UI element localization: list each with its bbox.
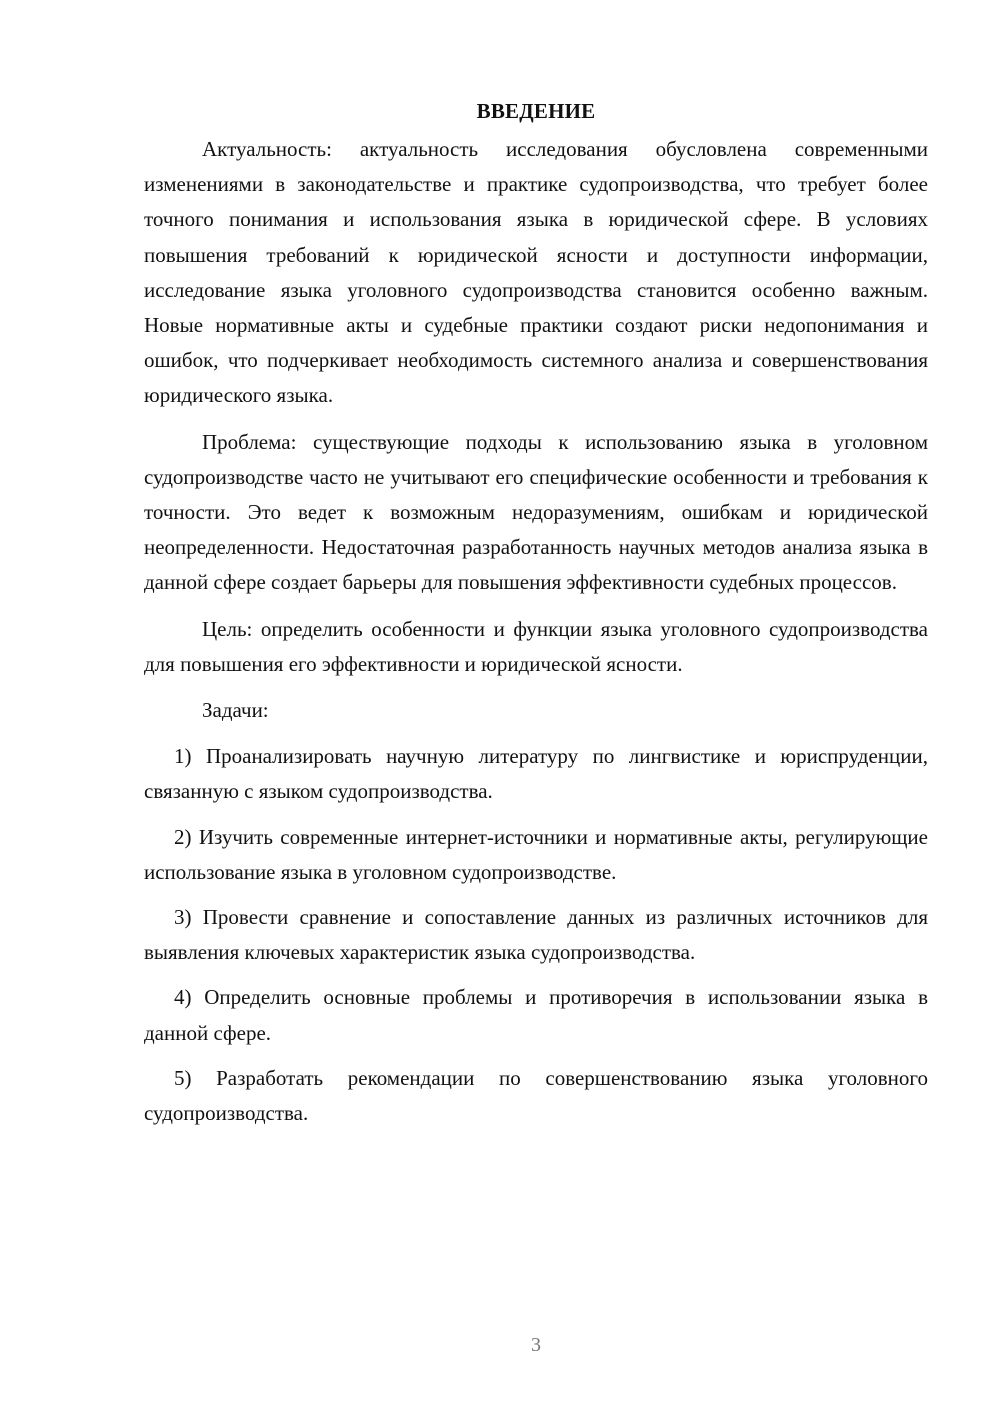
page-content bbox=[144, 96, 928, 1141]
task-item-4: 4) Определить основные проблемы и противоречия в использовании языка в данной сфере. bbox=[144, 985, 928, 1045]
tasks-heading: Задачи: bbox=[202, 698, 269, 723]
task-item-2: 2) Изучить современные интернет-источники и нормативные акты, регулирующие использование языка в уголовном судопроизводстве. bbox=[144, 824, 928, 884]
paragraph-goal: Цель: определить особенности и функции языка уголовного судопроизводства для повышения его эффективности и юридической ясности. bbox=[144, 616, 928, 676]
paragraph-problem: Проблема: существующие подходы к использованию языка в уголовном судопроизводстве часто не учитывают его специфические особенности и требования к точности. Это ведет к возможным недоразумениям, ошибкам и юридической неопределенности. Недостаточная разработанность научных методов анализа языка в данной сфере создает барьеры для повышения эффективности судебных процессов. bbox=[144, 429, 928, 595]
document-title: ВВЕДЕНИЕ bbox=[476, 99, 596, 123]
task-item-3: 3) Провести сравнение и сопоставление данных из различных источников для выявления ключевых характеристик языка судопроизводства. bbox=[144, 905, 928, 965]
task-item-5: 5) Разработать рекомендации по совершенствованию языка уголовного судопроизводства. bbox=[144, 1065, 928, 1126]
page-number: 3 bbox=[531, 1334, 541, 1356]
task-list bbox=[144, 739, 928, 1131]
paragraph-relevance: Актуальность: актуальность исследования обусловлена современными изменениями в законодательстве и практике судопроизводства, что требует более точного понимания и использования языка в юридической сфере. В условиях повышения требований к юридической ясности и доступности информации, исследование языка уголовного судопроизводства становится особенно важным. Новые нормативные акты и судебные практики создают риски недопонимания и ошибок, что подчеркивает необходимость системного анализа и совершенствования юридического языка. bbox=[144, 137, 928, 408]
task-item-1: 1) Проанализировать научную литературу по лингвистике и юриспруденции, связанную с языком судопроизводства. bbox=[144, 744, 928, 804]
